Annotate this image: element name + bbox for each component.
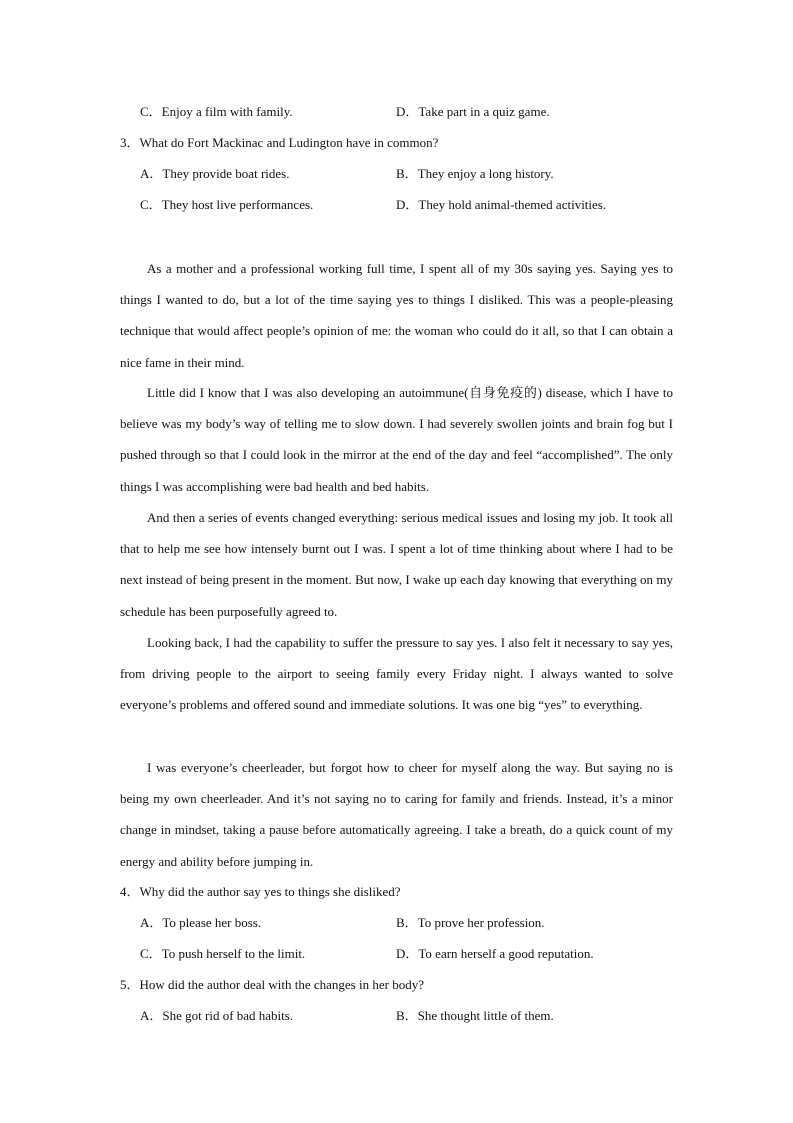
passage-paragraph-4: Looking back, I had the capability to suffer the pressure to say yes. I also felt it necessary to say yes, from driving people to the airport to seeing family every Friday night. I always wanted to solve everyone’s problems and offered sound and immediate solutions. It was one big “yes” to everything. bbox=[120, 635, 673, 713]
q4-option-a: A．To please her boss. bbox=[140, 915, 262, 930]
q2-option-c: C．Enjoy a film with family. bbox=[140, 104, 293, 119]
passage-paragraph-3: And then a series of events changed everything: serious medical issues and losing my job. It took all that to help me see how intensely burnt out I was. I spent a lot of time thinking about where I had to be next instead of being present in the moment. But now, I wake up each day knowing that everything on my schedule has been purposefully agreed to. bbox=[120, 510, 673, 619]
passage-paragraph-2: Little did I know that I was also developing an autoimmune(自身免疫的) disease, which I have to believe was my body’s way of telling me to slow down. I had severely swollen joints and brain fog but I pushed through so that I could look in the mirror at the end of the day and feel “accomplished”. The only things I was accomplishing were bad health and bed habits. bbox=[120, 385, 673, 494]
q3-stem: 3．What do Fort Mackinac and Ludington have in common? bbox=[120, 135, 439, 150]
q4-option-c: C．To push herself to the limit. bbox=[140, 946, 306, 961]
q5-option-b: B．She thought little of them. bbox=[396, 1008, 554, 1023]
q4-option-b: B．To prove her profession. bbox=[396, 915, 545, 930]
q4-stem: 4．Why did the author say yes to things she disliked? bbox=[120, 884, 401, 899]
q3-option-b: B．They enjoy a long history. bbox=[396, 166, 554, 181]
q5-stem: 5．How did the author deal with the changes in her body? bbox=[120, 977, 424, 992]
q3-option-a: A．They provide boat rides. bbox=[140, 166, 290, 181]
q3-option-d: D．They hold animal-themed activities. bbox=[396, 197, 607, 212]
q3-option-c: C．They host live performances. bbox=[140, 197, 314, 212]
q4-option-d: D．To earn herself a good reputation. bbox=[396, 946, 594, 961]
passage-paragraph-5: I was everyone’s cheerleader, but forgot how to cheer for myself along the way. But saying no is being my own cheerleader. And it’s not saying no to caring for family and friends. Instead, it’s a minor change in mindset, taking a pause before automatically agreeing. I take a breath, do a quick count of my energy and ability before jumping in. bbox=[120, 760, 673, 869]
passage-paragraph-1: As a mother and a professional working full time, I spent all of my 30s saying yes. Saying yes to things I wanted to do, but a lot of the time saying yes to things I disliked. This was a people-pleasing technique that would affect people’s opinion of me: the woman who could do it all, so that I can obtain a nice fame in their mind. bbox=[120, 261, 673, 370]
q2-option-d: D．Take part in a quiz game. bbox=[396, 104, 550, 119]
q5-option-a: A．She got rid of bad habits. bbox=[140, 1008, 294, 1023]
